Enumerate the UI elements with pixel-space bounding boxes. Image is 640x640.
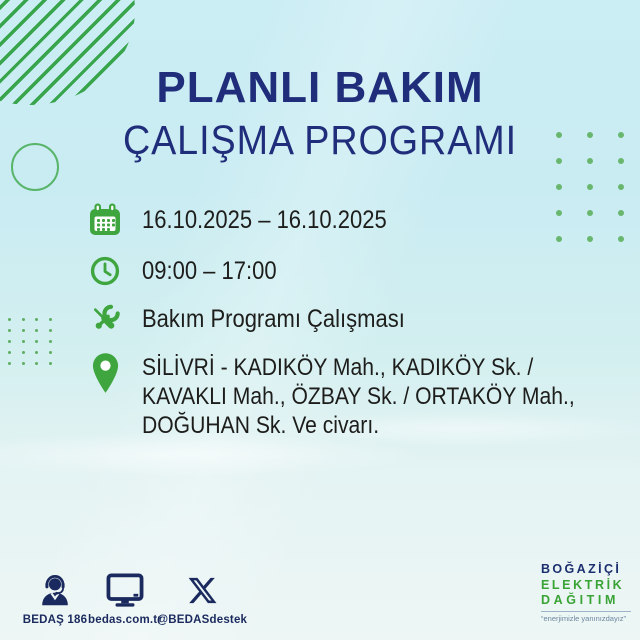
decorative-dot bbox=[49, 362, 52, 365]
page-title bbox=[0, 63, 640, 164]
contact-call-center-label: BEDAŞ 186 bbox=[22, 614, 88, 626]
decorative-dot bbox=[35, 362, 38, 365]
decorative-dot bbox=[22, 340, 25, 343]
decorative-dot bbox=[35, 351, 38, 354]
location-text bbox=[142, 351, 575, 440]
date-range-text: 16.10.2025 – 16.10.2025 bbox=[142, 205, 387, 234]
decorative-dot bbox=[618, 236, 624, 242]
decorative-dot bbox=[587, 236, 593, 242]
time-range-text: 09:00 – 17:00 bbox=[142, 256, 277, 285]
location-row bbox=[88, 351, 634, 440]
location-line-3: DOĞUHAN Sk. Ve civarı. bbox=[142, 412, 380, 439]
decorative-dot bbox=[22, 329, 25, 332]
decorative-dot bbox=[556, 184, 562, 190]
x-social-icon bbox=[187, 570, 218, 611]
brand-line-elektrik: ELEKTRİK bbox=[541, 577, 625, 592]
date-row bbox=[88, 203, 420, 237]
contact-x-social-label: @BEDASdestek bbox=[156, 614, 248, 626]
decorative-dot bbox=[35, 340, 38, 343]
decorative-dot bbox=[556, 236, 562, 242]
decorative-dot bbox=[8, 362, 11, 365]
decorative-dot bbox=[49, 329, 52, 332]
decorative-dot bbox=[35, 318, 38, 321]
decorative-dot bbox=[618, 210, 624, 216]
decorative-dot bbox=[35, 329, 38, 332]
calendar-icon bbox=[88, 203, 122, 237]
support-agent-icon bbox=[35, 570, 75, 611]
decorative-dot bbox=[556, 210, 562, 216]
brand-line-bogazici: BOĞAZİÇİ bbox=[541, 562, 622, 576]
clock-icon bbox=[88, 255, 122, 287]
brand-tagline: “enerjimizle yanınızdayız” bbox=[541, 611, 631, 623]
decorative-dot bbox=[8, 340, 11, 343]
contact-website-label: bedas.com.tr bbox=[88, 614, 162, 626]
decorative-dot bbox=[618, 184, 624, 190]
decorative-dot bbox=[22, 362, 25, 365]
location-line-1: SİLİVRİ - KADIKÖY Mah., KADIKÖY Sk. / bbox=[142, 354, 534, 381]
decorative-dot bbox=[49, 351, 52, 354]
decorative-dot bbox=[8, 318, 11, 321]
website-monitor-icon bbox=[106, 570, 144, 611]
decorative-dot bbox=[49, 318, 52, 321]
dots-grid-left-decoration bbox=[8, 318, 52, 365]
time-row bbox=[88, 255, 295, 287]
decorative-dot bbox=[587, 210, 593, 216]
decorative-dot bbox=[22, 318, 25, 321]
location-pin-icon bbox=[88, 351, 122, 396]
decorative-dot bbox=[587, 184, 593, 190]
bogazici-elektrik-dagitim-logo bbox=[541, 562, 631, 623]
decorative-dot bbox=[22, 351, 25, 354]
tools-icon bbox=[88, 301, 122, 338]
contact-x-social bbox=[147, 570, 257, 626]
title-line-2: ÇALIŞMA PROGRAMI bbox=[122, 117, 518, 163]
decorative-dot bbox=[49, 340, 52, 343]
decorative-dot bbox=[8, 351, 11, 354]
work-type-row bbox=[88, 301, 441, 338]
decorative-dot bbox=[8, 329, 11, 332]
brand-line-dagitim: DAĞITIM bbox=[541, 593, 619, 607]
title-line-1: PLANLI BAKIM bbox=[156, 63, 484, 112]
location-line-2: KAVAKLI Mah., ÖZBAY Sk. / ORTAKÖY Mah., bbox=[142, 383, 575, 410]
work-type-text: Bakım Programı Çalışması bbox=[142, 305, 405, 333]
